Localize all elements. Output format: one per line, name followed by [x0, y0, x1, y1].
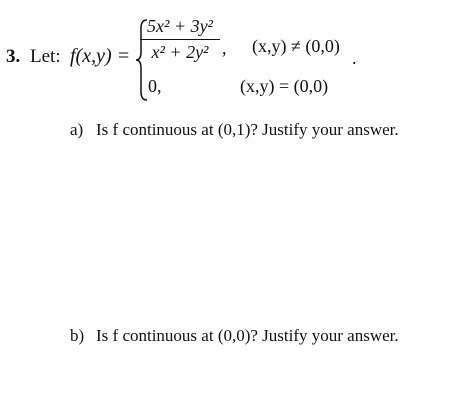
problem-intro: Let:: [30, 46, 61, 67]
end-period: .: [352, 48, 357, 68]
question-a-text: Is f continuous at (0,1)? Justify your answer.: [96, 120, 399, 139]
question-a: [70, 120, 399, 140]
case1-comma: ,: [222, 38, 227, 58]
fraction-denominator: x² + 2y²: [151, 42, 209, 62]
case2-condition: (x,y) = (0,0): [240, 76, 329, 96]
problem-number: 3.: [6, 46, 21, 67]
question-a-label: a): [70, 120, 84, 139]
function-lhs: f(x,y) =: [70, 45, 131, 67]
question-b: [70, 326, 399, 346]
case2-value: 0,: [148, 76, 162, 96]
fraction-bar: [140, 39, 220, 40]
fraction-numerator: 5x² + 3y²: [147, 16, 213, 36]
piecewise-fraction: [140, 16, 220, 63]
case1-condition: (x,y) ≠ (0,0): [252, 36, 340, 56]
question-b-text: Is f continuous at (0,0)? Justify your answer.: [96, 326, 399, 345]
question-b-label: b): [70, 326, 85, 345]
